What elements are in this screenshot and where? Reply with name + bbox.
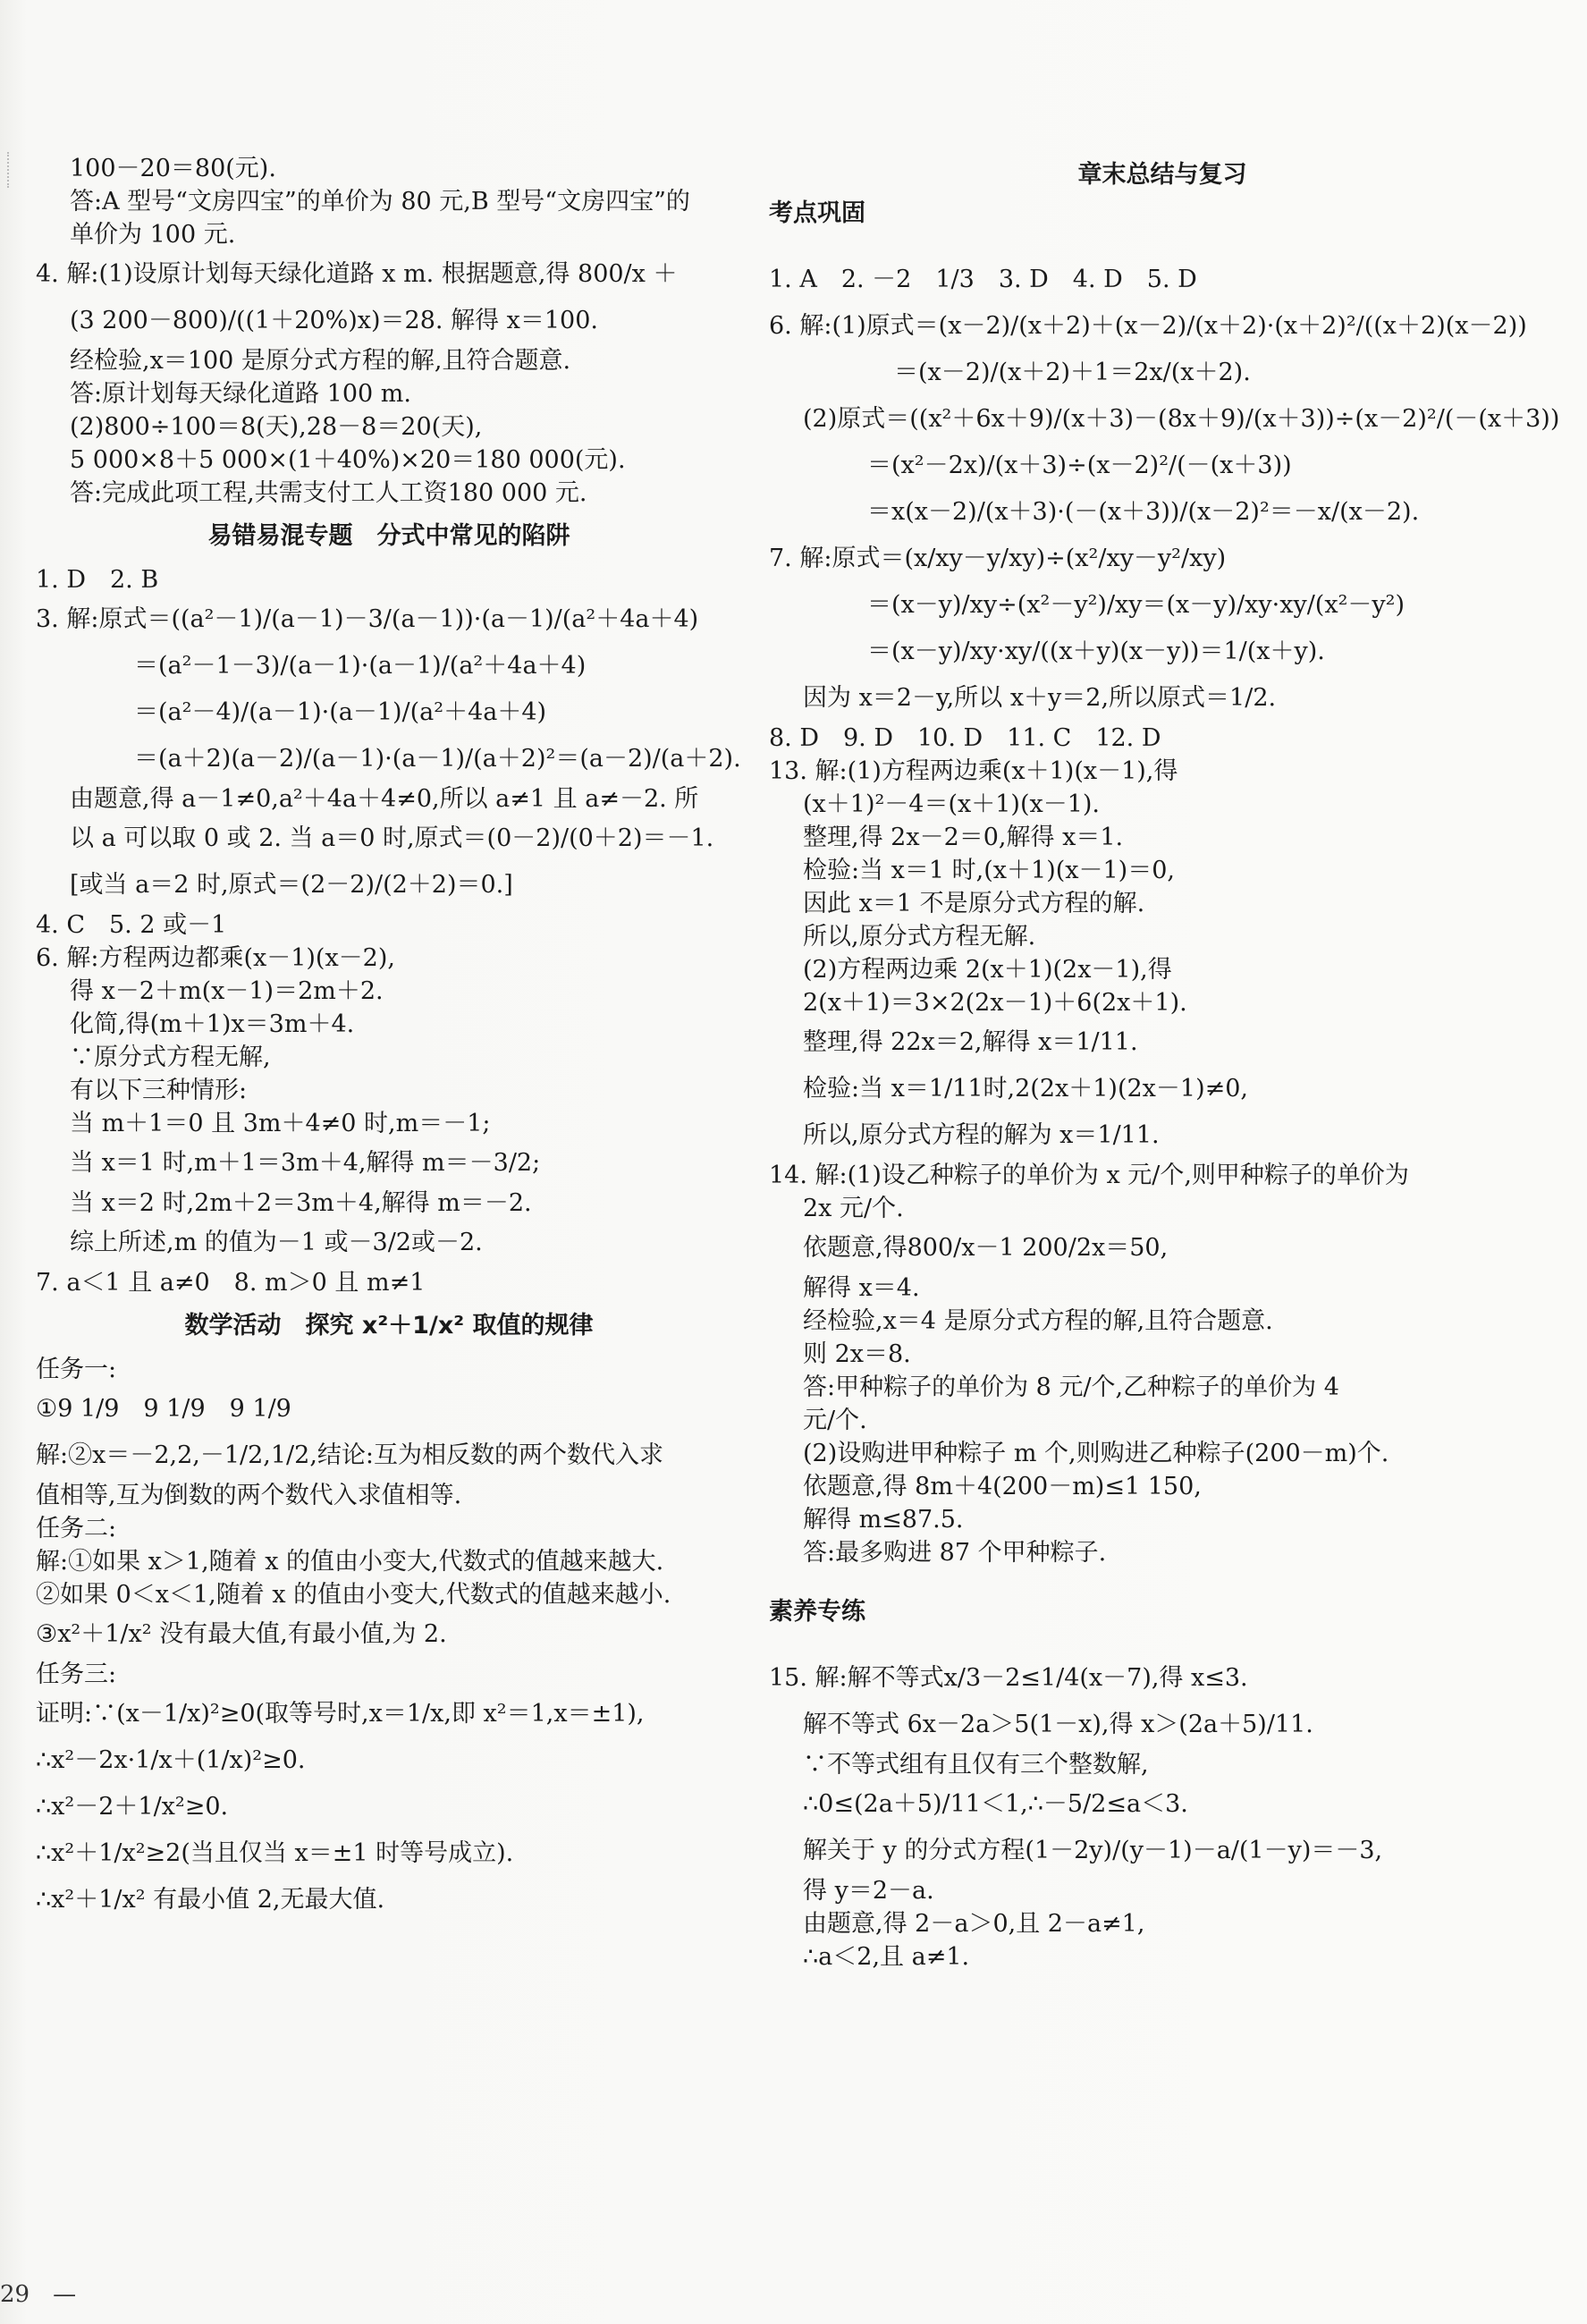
text-line: 6. 解:(1)原式＝(x－2)/(x＋2)＋(x－2)/(x＋2)·(x＋2)²/((x＋2)(x－2)) (769, 312, 1527, 340)
text-line: ③x²＋1/x² 没有最大值,有最小值,为 2. (36, 1620, 447, 1648)
text-line: 因为 x＝2－y,所以 x＋y＝2,所以原式＝1/2. (803, 684, 1277, 712)
text-line: ＝x(x－2)/(x＋3)·(－(x＋3))/(x－2)²＝－x/(x－2). (867, 498, 1420, 526)
text-line: 以 a 可以取 0 或 2. 当 a＝0 时,原式＝(0－2)/(0＋2)＝－1. (70, 824, 714, 852)
text-line: 所以,原分式方程无解. (803, 923, 1036, 951)
text-line: 2(x＋1)＝3×2(2x－1)＋6(2x＋1). (803, 989, 1187, 1017)
text-line: (2)方程两边乘 2(x＋1)(2x－1),得 (803, 956, 1172, 984)
text-line: 任务二: (36, 1515, 117, 1542)
text-line: 经检验,x＝100 是原分式方程的解,且符合题意. (70, 347, 571, 375)
text-line: ＝(x－y)/xy·xy/((x＋y)(x－y))＝1/(x＋y). (867, 638, 1325, 665)
text-line: 解:②x＝－2,2,－1/2,1/2,结论:互为相反数的两个数代入求 (36, 1441, 664, 1469)
text-line: 任务三: (36, 1661, 117, 1688)
text-line: ＝(x－y)/xy÷(x²－y²)/xy＝(x－y)/xy·xy/(x²－y²) (867, 591, 1406, 619)
text-line: 检验:当 x＝1 时,(x＋1)(x－1)＝0, (803, 857, 1175, 884)
text-line: (2)原式＝((x²＋6x＋9)/(x＋3)－(8x＋9)/(x＋3))÷(x－2)²/(－(x＋3)) (803, 405, 1560, 433)
text-line: 4. 解:(1)设原计划每天绿化道路 x m. 根据题意,得 800/x ＋ (36, 260, 678, 288)
text-line: ∵不等式组有且仅有三个整数解, (803, 1751, 1149, 1779)
text-line: (3 200－800)/((1＋20%)x)＝28. 解得 x＝100. (70, 307, 598, 334)
chapter-heading: 章末总结与复习 (1077, 161, 1247, 189)
text-line: ∴0≤(2a＋5)/11＜1,∴－5/2≤a＜3. (803, 1790, 1188, 1818)
text-line: [或当 a＝2 时,原式＝(2－2)/(2＋2)＝0.] (70, 871, 513, 899)
text-line: 答:A 型号“文房四宝”的单价为 80 元,B 型号“文房四宝”的 (70, 188, 690, 215)
text-line: 所以,原分式方程的解为 x＝1/11. (803, 1121, 1160, 1149)
text-line: ＝(a²－1－3)/(a－1)·(a－1)/(a²＋4a＋4) (134, 652, 587, 680)
text-line: 依题意,得800/x－1 200/2x＝50, (803, 1234, 1169, 1262)
text-line: 解:①如果 x＞1,随着 x 的值由小变大,代数式的值越来越大. (36, 1548, 664, 1576)
text-line: ＝(x²－2x)/(x＋3)÷(x－2)²/(－(x＋3)) (867, 452, 1292, 479)
text-line: (2)设购进甲种粽子 m 个,则购进乙种粽子(200－m)个. (803, 1440, 1389, 1467)
text-line: 解不等式 6x－2a＞5(1－x),得 x＞(2a＋5)/11. (803, 1711, 1313, 1738)
text-line: 当 x＝1 时,m＋1＝3m＋4,解得 m＝－3/2; (70, 1149, 541, 1177)
left-column (36, 152, 742, 1923)
text-line: 有以下三种情形: (70, 1077, 248, 1104)
text-line: ＝(a＋2)(a－2)/(a－1)·(a－1)/(a＋2)²＝(a－2)/(a＋2). (134, 745, 741, 773)
text-line: 得 x－2＋m(x－1)＝2m＋2. (70, 977, 384, 1005)
text-line: ∴x²－2x·1/x＋(1/x)²≥0. (36, 1746, 306, 1774)
text-line: 答:最多购进 87 个甲种粽子. (803, 1539, 1107, 1567)
text-line: ②如果 0＜x＜1,随着 x 的值由小变大,代数式的值越来越小. (36, 1581, 671, 1609)
text-line: 解得 x＝4. (803, 1274, 920, 1302)
text-line: ∴x²＋1/x²≥2(当且仅当 x＝±1 时等号成立). (36, 1839, 514, 1867)
text-line: 1. A 2. －2 1/3 3. D 4. D 5. D (769, 266, 1197, 293)
text-line: 答:甲种粽子的单价为 8 元/个,乙种粽子的单价为 4 (803, 1373, 1339, 1401)
text-line: 经检验,x＝4 是原分式方程的解,且符合题意. (803, 1307, 1273, 1335)
subsection-heading: 考点巩固 (769, 199, 865, 227)
text-line: (x＋1)²－4＝(x＋1)(x－1). (803, 790, 1101, 818)
text-line: ＝(a²－4)/(a－1)·(a－1)/(a²＋4a＋4) (134, 698, 547, 726)
text-line: 依题意,得 8m＋4(200－m)≤1 150, (803, 1473, 1202, 1500)
text-line: 值相等,互为倒数的两个数代入求值相等. (36, 1482, 462, 1509)
section-heading: 数学活动 探究 x²＋1/x² 取值的规律 (184, 1312, 594, 1339)
subsection-heading: 素养专练 (769, 1598, 865, 1626)
text-line: 得 y＝2－a. (803, 1877, 934, 1905)
right-column (769, 152, 1560, 1973)
text-line: ∴x²－2＋1/x²≥0. (36, 1793, 229, 1821)
text-line: ∴x²＋1/x² 有最小值 2,无最大值. (36, 1886, 385, 1914)
text-line: 13. 解:(1)方程两边乘(x＋1)(x－1),得 (769, 757, 1178, 785)
text-line: 单价为 100 元. (70, 221, 236, 249)
text-line: ∵原分式方程无解, (70, 1044, 271, 1071)
text-line: 元/个. (803, 1407, 867, 1434)
text-line: 当 m＋1＝0 且 3m＋4≠0 时,m＝－1; (70, 1110, 491, 1137)
text-line: ＝(x－2)/(x＋2)＋1＝2x/(x＋2). (894, 359, 1251, 386)
text-line: ①9 1/9 9 1/9 9 1/9 (36, 1395, 291, 1423)
text-line: 整理,得 22x＝2,解得 x＝1/11. (803, 1028, 1138, 1056)
text-line: 4. C 5. 2 或－1 (36, 911, 227, 939)
text-line: 7. 解:原式＝(x/xy－y/xy)÷(x²/xy－y²/xy) (769, 545, 1227, 572)
text-line: 证明:∵(x－1/x)²≥0(取等号时,x＝1/x,即 x²＝1,x＝±1), (36, 1700, 645, 1728)
text-line: 8. D 9. D 10. D 11. C 12. D (769, 724, 1161, 752)
text-line: 100－20＝80(元). (70, 155, 276, 182)
text-line: 14. 解:(1)设乙种粽子的单价为 x 元/个,则甲种粽子的单价为 (769, 1162, 1409, 1189)
text-line: 5 000×8＋5 000×(1＋40%)×20＝180 000(元). (70, 446, 626, 474)
text-line: (2)800÷100＝8(天),28－8＝20(天), (70, 413, 483, 441)
text-line: 答:原计划每天绿化道路 100 m. (70, 380, 411, 408)
text-line: 化简,得(m＋1)x＝3m＋4. (70, 1010, 355, 1038)
text-line: 由题意,得 a－1≠0,a²＋4a＋4≠0,所以 a≠1 且 a≠－2. 所 (70, 785, 699, 813)
text-line: 解得 m≤87.5. (803, 1506, 964, 1534)
text-line: 2x 元/个. (803, 1195, 904, 1222)
text-line: 则 2x＝8. (803, 1340, 911, 1368)
text-line: 检验:当 x＝1/11时,2(2x＋1)(2x－1)≠0, (803, 1075, 1248, 1103)
text-line: 3. 解:原式＝((a²－1)/(a－1)－3/(a－1))·(a－1)/(a²＋4a＋4) (36, 605, 699, 633)
text-line: 15. 解:解不等式x/3－2≤1/4(x－7),得 x≤3. (769, 1664, 1248, 1692)
section-heading: 易错易混专题 分式中常见的陷阱 (207, 522, 570, 550)
page-number: 29 — (0, 2281, 77, 2308)
text-line: 1. D 2. B (36, 566, 159, 594)
text-line: 由题意,得 2－a＞0,且 2－a≠1, (803, 1910, 1145, 1938)
binding-margin-mark (7, 152, 12, 188)
text-line: 7. a＜1 且 a≠0 8. m＞0 且 m≠1 (36, 1269, 426, 1297)
text-line: 解关于 y 的分式方程(1－2y)/(y－1)－a/(1－y)＝－3, (803, 1837, 1383, 1864)
text-line: 任务一: (36, 1356, 117, 1383)
text-line: 因此 x＝1 不是原分式方程的解. (803, 890, 1145, 917)
text-line: 6. 解:方程两边都乘(x－1)(x－2), (36, 944, 395, 972)
text-line: 综上所述,m 的值为－1 或－3/2或－2. (70, 1229, 483, 1256)
text-line: ∴a＜2,且 a≠1. (803, 1943, 970, 1971)
text-line: 当 x＝2 时,2m＋2＝3m＋4,解得 m＝－2. (70, 1189, 532, 1217)
text-line: 整理,得 2x－2＝0,解得 x＝1. (803, 824, 1124, 851)
text-line: 答:完成此项工程,共需支付工人工资180 000 元. (70, 479, 587, 507)
